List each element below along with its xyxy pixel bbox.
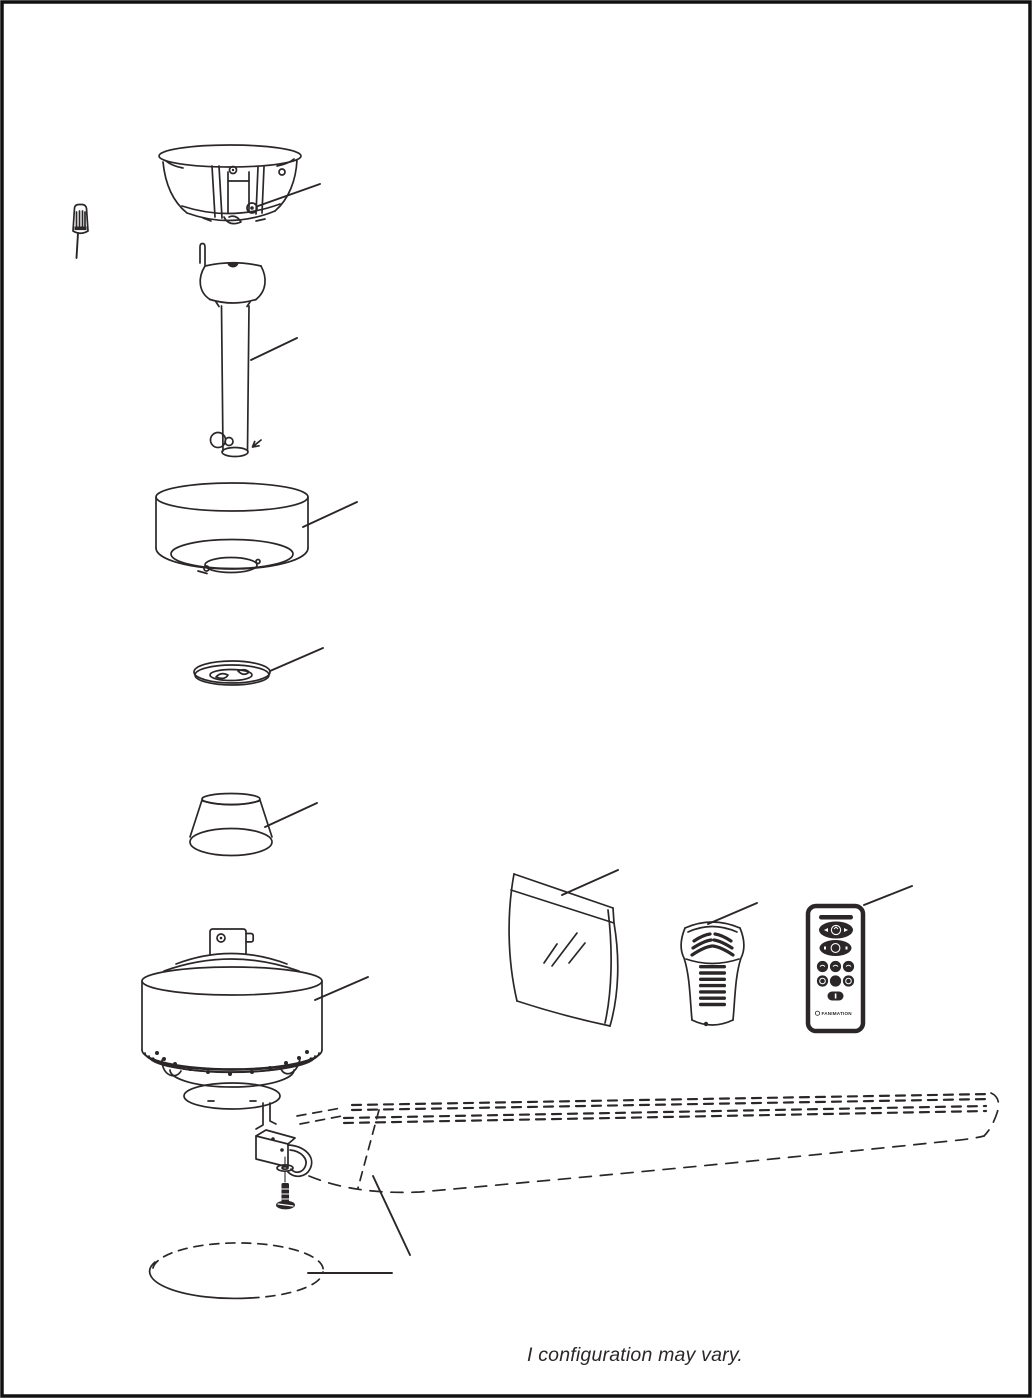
page-caption: I configuration may vary. [527, 1344, 743, 1366]
remote-mode-buttons [817, 961, 854, 972]
canopy-leader-line [303, 502, 357, 527]
motor-leader-line [315, 977, 368, 1000]
fanimation-logo-icon [815, 1011, 819, 1015]
blade-screw [276, 1183, 295, 1209]
blade-leader-line [373, 1176, 410, 1255]
coupling-cover [190, 794, 317, 856]
motor-assembly [142, 929, 368, 1109]
coupling-cover-leader-line [265, 803, 317, 827]
remote-timer-buttons [817, 975, 854, 986]
wire-nut-leader-line [77, 233, 79, 258]
remote-pill-button [828, 992, 844, 1001]
hardware-bag [509, 870, 618, 1026]
bracket-leader-line [258, 184, 320, 206]
remote-brand-text: FANIMATION [821, 1011, 852, 1016]
receiver-slats [699, 965, 726, 1006]
remote-ir-window [819, 915, 853, 920]
wire-nut [73, 205, 88, 259]
receiver-leader-line [708, 903, 757, 924]
downrod-leader-line [251, 338, 297, 360]
blade-iron-bracket [256, 1103, 312, 1209]
page-border [2, 2, 1030, 1396]
remote-leader-line [864, 886, 912, 905]
downrod-with-hanger-ball [200, 244, 297, 457]
canopy [156, 483, 357, 574]
fan-blade [297, 1093, 999, 1255]
remote-light-buttons [820, 940, 852, 956]
hardware-bag-leader-line [562, 870, 618, 895]
remote-control [808, 886, 912, 1031]
trim-ring-leader-line [270, 648, 323, 671]
trim-ring-disc [194, 648, 323, 685]
remote-receiver [681, 903, 757, 1026]
blade-holder-cover [150, 1243, 392, 1299]
receiver-top-vents [692, 934, 733, 955]
remote-brand [815, 1011, 852, 1016]
remote-fan-buttons [819, 922, 853, 939]
ceiling-mount-bracket [159, 145, 320, 224]
